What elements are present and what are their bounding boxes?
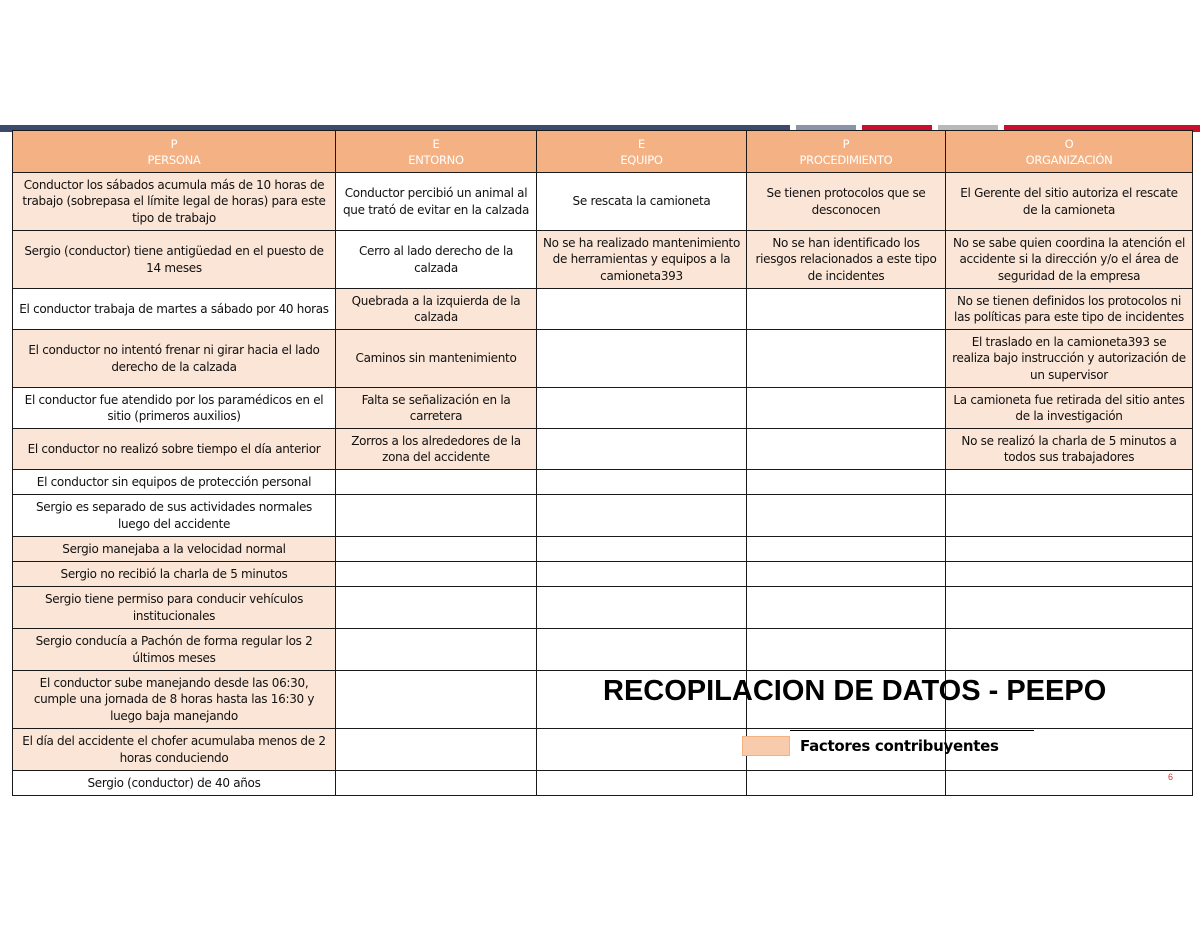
cell-equipo: No se ha realizado mantenimiento de herramientas y equipos a la camioneta393 [537,231,747,289]
cell-equipo: Se rescata la camioneta [537,173,747,231]
cell-entorno: Caminos sin mantenimiento [336,330,537,388]
table-row [13,537,1193,562]
cell-organizacion: El traslado en la camioneta393 se realiza bajo instrucción y autorización de un supervisor [946,330,1193,388]
cell-procedimiento [747,495,946,537]
cell-entorno [336,495,537,537]
table-row [13,429,1193,470]
cell-organizacion [946,587,1193,629]
cell-persona: El conductor no intentó frenar ni girar hacia el lado derecho de la calzada [13,330,336,388]
cell-equipo [537,629,747,671]
table-row [13,729,1193,771]
cell-organizacion: No se realizó la charla de 5 minutos a todos sus trabajadores [946,429,1193,470]
cell-organizacion [946,629,1193,671]
cell-persona: El conductor trabaja de martes a sábado por 40 horas [13,289,336,330]
cell-organizacion: La camioneta fue retirada del sitio antes de la investigación [946,388,1193,429]
cell-equipo [537,470,747,495]
cell-organizacion [946,470,1193,495]
cell-procedimiento [747,629,946,671]
cell-entorno [336,537,537,562]
cell-procedimiento [747,429,946,470]
cell-procedimiento [747,771,946,796]
cell-entorno: Conductor percibió un animal al que trató de evitar en la calzada [336,173,537,231]
cell-entorno: Quebrada a la izquierda de la calzada [336,289,537,330]
cell-procedimiento [747,388,946,429]
table-row [13,562,1193,587]
legend-label: Factores contribuyentes [800,737,999,755]
cell-persona: Sergio (conductor) tiene antigüedad en el puesto de 14 meses [13,231,336,289]
cell-equipo [537,429,747,470]
column-header-persona: P PERSONA [13,131,336,173]
cell-entorno: Falta se señalización en la carretera [336,388,537,429]
column-header-equipo: E EQUIPO [537,131,747,173]
table-header-row [13,131,1193,173]
table-row [13,587,1193,629]
cell-equipo [537,495,747,537]
cell-entorno [336,671,537,729]
cell-organizacion [946,537,1193,562]
cell-entorno [336,470,537,495]
cell-procedimiento [747,562,946,587]
cell-entorno [336,562,537,587]
cell-entorno [336,629,537,671]
table-row [13,173,1193,231]
cell-persona: Sergio (conductor) de 40 años [13,771,336,796]
cell-procedimiento: Se tienen protocolos que se desconocen [747,173,946,231]
cell-organizacion [946,495,1193,537]
cell-equipo [537,388,747,429]
cell-persona: El día del accidente el chofer acumulaba menos de 2 horas conduciendo [13,729,336,771]
cell-procedimiento [747,330,946,388]
cell-persona: Sergio no recibió la charla de 5 minutos [13,562,336,587]
cell-persona: Sergio es separado de sus actividades normales luego del accidente [13,495,336,537]
cell-persona: Sergio conducía a Pachón de forma regular los 2 últimos meses [13,629,336,671]
cell-persona: El conductor no realizó sobre tiempo el día anterior [13,429,336,470]
legend-swatch [742,736,790,756]
cell-equipo [537,537,747,562]
cell-equipo [537,729,747,771]
cell-persona: Conductor los sábados acumula más de 10 horas de trabajo (sobrepasa el límite legal de horas) para este tipo de trabajo [13,173,336,231]
column-header-procedimiento: P PROCEDIMIENTO [747,131,946,173]
table-row [13,289,1193,330]
legend-divider [790,730,1034,731]
table-row [13,495,1193,537]
cell-equipo [537,562,747,587]
cell-entorno [336,587,537,629]
cell-organizacion: El Gerente del sitio autoriza el rescate de la camioneta [946,173,1193,231]
cell-entorno: Cerro al lado derecho de la calzada [336,231,537,289]
cell-entorno: Zorros a los alrededores de la zona del accidente [336,429,537,470]
cell-organizacion [946,771,1193,796]
column-header-entorno: E ENTORNO [336,131,537,173]
table-row [13,470,1193,495]
cell-organizacion [946,562,1193,587]
table-row [13,388,1193,429]
page-number: 6 [1168,772,1174,782]
table-row [13,231,1193,289]
cell-procedimiento [747,289,946,330]
table-row [13,771,1193,796]
cell-equipo [537,330,747,388]
cell-organizacion: No se tienen definidos los protocolos ni las políticas para este tipo de incidentes [946,289,1193,330]
cell-procedimiento: No se han identificado los riesgos relacionados a este tipo de incidentes [747,231,946,289]
cell-equipo [537,771,747,796]
cell-procedimiento [747,470,946,495]
cell-equipo [537,289,747,330]
table-row [13,629,1193,671]
cell-persona: Sergio tiene permiso para conducir vehículos institucionales [13,587,336,629]
cell-procedimiento [747,587,946,629]
cell-persona: El conductor sube manejando desde las 06:30, cumple una jornada de 8 horas hasta las 16:30 y luego baja manejando [13,671,336,729]
column-header-organizacion: O ORGANIZACIÓN [946,131,1193,173]
cell-entorno [336,771,537,796]
page-title: RECOPILACION DE DATOS - PEEPO [603,675,1107,707]
cell-persona: Sergio manejaba a la velocidad normal [13,537,336,562]
cell-procedimiento [747,537,946,562]
cell-entorno [336,729,537,771]
cell-equipo [537,587,747,629]
cell-persona: El conductor sin equipos de protección personal [13,470,336,495]
table-row [13,330,1193,388]
cell-persona: El conductor fue atendido por los paramédicos en el sitio (primeros auxilios) [13,388,336,429]
cell-organizacion: No se sabe quien coordina la atención el accidente si la dirección y/o el área de seguridad de la empresa [946,231,1193,289]
